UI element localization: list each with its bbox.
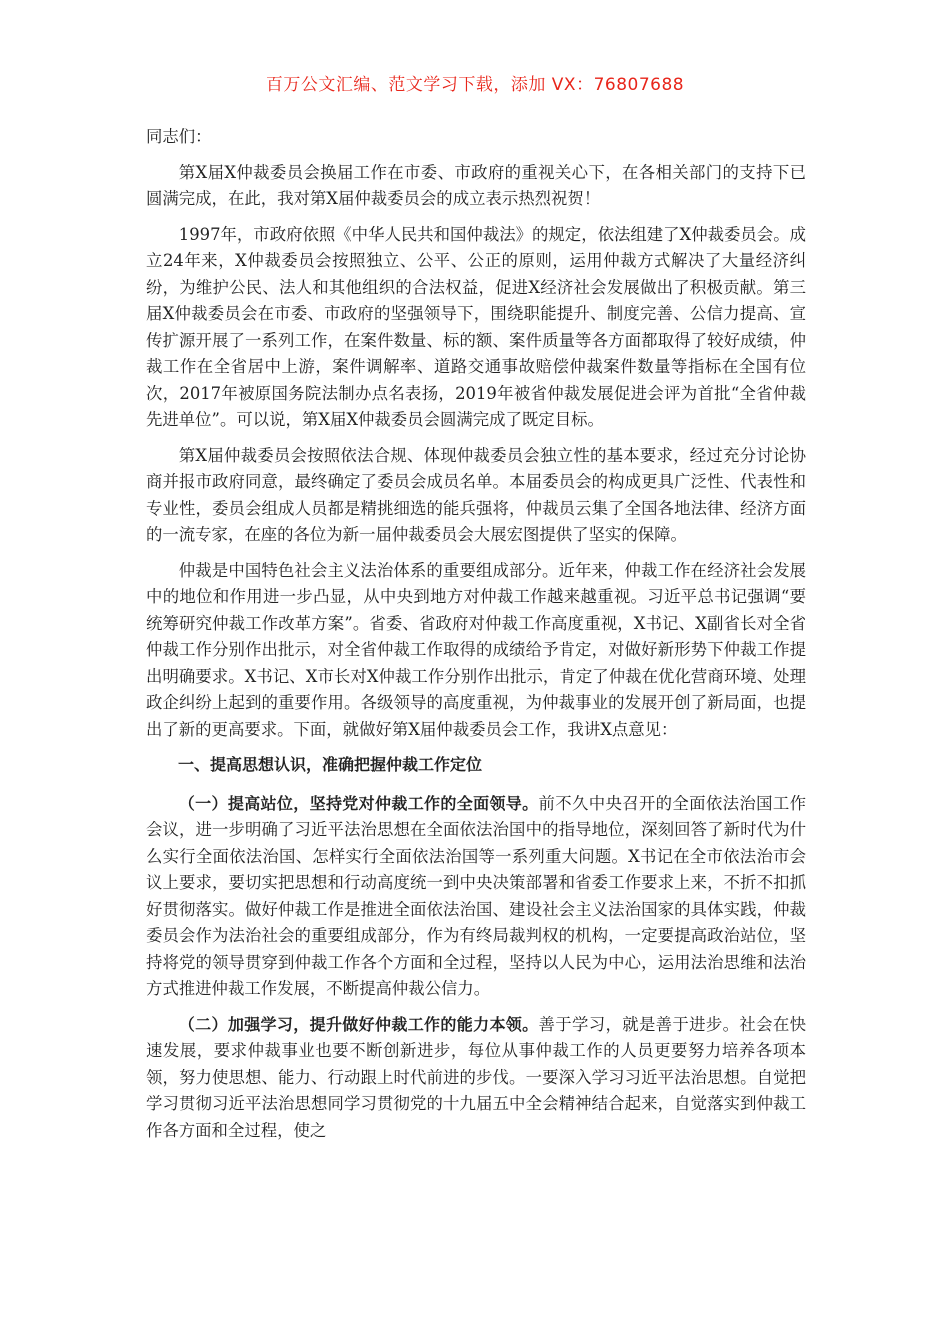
subsection-body: 前不久中央召开的全面依法治国工作会议，进一步明确了习近平法治思想在全面依法治国中的指导地位，深刻回答了新时代为什么实行全面依法治国、怎样实行全面依法治国等一系列重大问题。X书记在全市依法治市会议上要求，要切实把思想和行动高度统一到中央决策部署和省委工作要求上来，不折不扣抓好贯彻落实。做好仲裁工作是推进全面依法治国、建设社会主义法治国家的具体实践，仲裁委员会作为法治社会的重要组成部分，作为有终局裁判权的机构，一定要提高政治站位，坚持将党的领导贯穿到仲裁工作各个方面和全过程，坚持以人民为中心，运用法治思维和法治方式推进仲裁工作发展，不断提高仲裁公信力。 <box>146 793 806 998</box>
paragraph: 1997年，市政府依照《中华人民共和国仲裁法》的规定，依法组建了X仲裁委员会。成立24年来，X仲裁委员会按照独立、公平、公正的原则，运用仲裁方式解决了大量经济纠纷，为维护公民、法人和其他组织的合法权益，促进X经济社会发展做出了积极贡献。第三届X仲裁委员会在市委、市政府的坚强领导下，围绕职能提升、制度完善、公信力提高、宣传扩源开展了一系列工作，在案件数量、标的额、案件质量等各方面都取得了较好成绩，仲裁工作在全省居中上游，案件调解率、道路交通事故赔偿仲裁案件数量等指标在全国有位次，2017年被原国务院法制办点名表扬，2019年被省仲裁发展促进会评为首批“全省仲裁先进单位”。可以说，第X届X仲裁委员会圆满完成了既定目标。 <box>146 224 806 429</box>
salutation: 同志们： <box>146 127 212 146</box>
subsection-paragraph <box>146 791 806 1003</box>
subsection-body: 善于学习，就是善于进步。社会在快速发展，要求仲裁事业也要不断创新进步，每位从事仲裁工作的人员更要努力培养各项本领，努力使思想、能力、行动跟上时代前进的步伐。一要深入学习习近平法治思想。自觉把学习贯彻习近平法治思想同学习贯彻党的十九届五中全会精神结合起来，自觉落实到仲裁工作各方面和全过程，使之 <box>146 1014 806 1140</box>
subsection-lead: （二）加强学习，提升做好仲裁工作的能力本领。 <box>178 1014 539 1034</box>
subsection-paragraph <box>146 1012 806 1145</box>
header-banner: 百万公文汇编、范文学习下载，添加 VX：76807688 <box>265 75 685 95</box>
subsection-lead: （一）提高站位，坚持党对仲裁工作的全面领导。 <box>178 793 539 813</box>
paragraph: 第X届仲裁委员会按照依法合规、体现仲裁委员会独立性的基本要求，经过充分讨论协商并报市政府同意，最终确定了委员会成员名单。本届委员会的构成更具广泛性、代表性和专业性，委员会组成人员都是精挑细选的能兵强将，仲裁员云集了全国各地法律、经济方面的一流专家，在座的各位为新一届仲裁委员会大展宏图提供了坚实的保障。 <box>146 445 806 544</box>
document-body <box>146 124 806 1153</box>
paragraph: 第X届X仲裁委员会换届工作在市委、市政府的重视关心下，在各相关部门的支持下已圆满完成，在此，我对第X届仲裁委员会的成立表示热烈祝贺！ <box>146 162 806 208</box>
paragraph: 仲裁是中国特色社会主义法治体系的重要组成部分。近年来，仲裁工作在经济社会发展中的地位和作用进一步凸显，从中央到地方对仲裁工作越来越重视。习近平总书记强调“要统筹研究仲裁工作改革方案”。省委、省政府对仲裁工作高度重视，X书记、X副省长对全省仲裁工作分别作出批示，对全省仲裁工作取得的成绩给予肯定，对做好新形势下仲裁工作提出明确要求。X书记、X市长对X仲裁工作分别作出批示，肯定了仲裁在优化营商环境、处理政企纠纷上起到的重要作用。各级领导的高度重视，为仲裁事业的发展开创了新局面，也提出了新的更高要求。下面，就做好第X届仲裁委员会工作，我讲X点意见： <box>146 560 806 739</box>
section-heading: 一、提高思想认识，准确把握仲裁工作定位 <box>178 755 483 774</box>
